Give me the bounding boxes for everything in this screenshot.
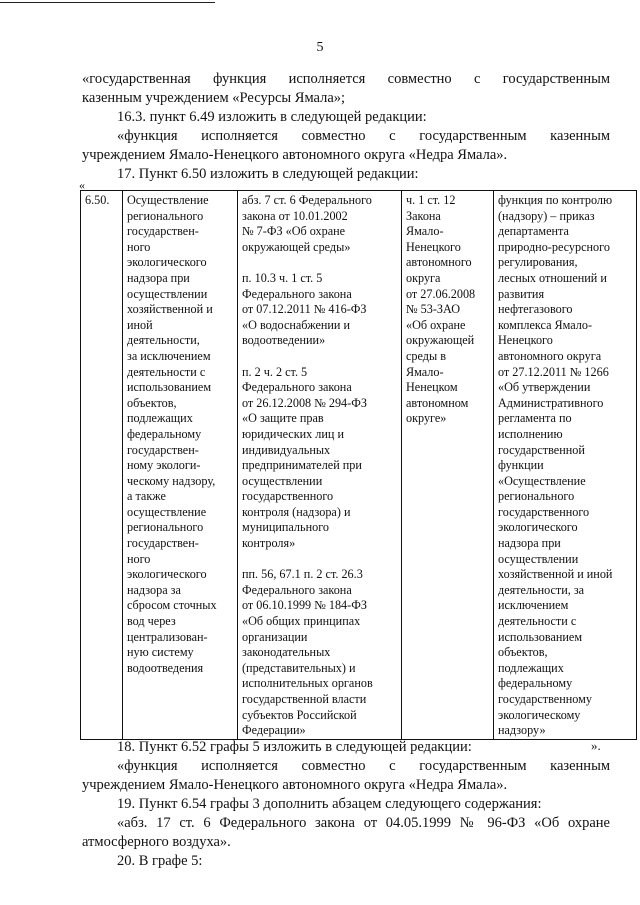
- cell-number: 6.50.: [81, 191, 123, 740]
- paragraph-20: 20. В графе 5:: [117, 853, 203, 869]
- table-close-quote: ».: [591, 738, 601, 753]
- page-number: 5: [316, 40, 324, 55]
- paragraph-1-line-2: казенным учреждением «Ресурсы Ямала»;: [82, 90, 346, 106]
- table-open-quote: «: [79, 178, 85, 192]
- paragraph-1-line-1: «государственная функция исполняется совместно с государственным: [82, 71, 610, 87]
- paragraph-16-3: 16.3. пункт 6.49 изложить в следующей редакции:: [117, 109, 427, 125]
- federal-law-item: п. 10.3 ч. 1 ст. 5 Федерального закона от 07.12.2011 № 416-ФЗ «О водоснабжении и водоотведении»: [242, 270, 367, 348]
- cell-federal-laws: [238, 191, 402, 740]
- paragraph-19: 19. Пункт 6.54 графы 3 дополнить абзацем следующего содержания:: [117, 796, 542, 812]
- cell-regional-law: ч. 1 ст. 12 Закона Ямало- Ненецкого автономного округа от 27.06.2008 № 53-ЗАО «Об охране окружающей среды в Ямало- Ненецком автономном округе»: [402, 191, 494, 740]
- federal-law-item: абз. 7 ст. 6 Федерального закона от 10.01.2002 № 7-ФЗ «Об охране окружающей среды»: [242, 193, 372, 254]
- paragraph-18: 18. Пункт 6.52 графы 5 изложить в следующей редакции:: [117, 739, 472, 755]
- table-row: [81, 191, 637, 740]
- paragraph-6-line-1: «функция исполняется совместно с государственным казенным: [117, 758, 610, 774]
- federal-law-item: пп. 56, 67.1 п. 2 ст. 26.3 Федерального закона от 06.10.1999 № 184-ФЗ «Об общих принципах организации законодательных (представительных) и исполнительных органов государственной власти субъектов Российской Федерации»: [242, 567, 373, 738]
- paragraph-8-line-2: атмосферного воздуха».: [82, 834, 231, 850]
- paragraph-3-line-1: «функция исполняется совместно с государственным казенным: [117, 128, 610, 144]
- paragraph-8-line-1: «абз. 17 ст. 6 Федерального закона от 04.05.1999 № 96-ФЗ «Об охране: [117, 815, 610, 831]
- cell-function-name: Осуществление регионального государствен- ного экологического надзора при осуществлении хозяйственной и иной деятельности, за исключением деятельности с использованием объектов, подлежащих федеральному государствен- ному экологи- ческому надзору, а также осуществление регионального государствен- ного экологического надзора за сбросом сточных вод через централизован- ную систему водоотведения: [123, 191, 238, 740]
- paragraph-3-line-2: учреждением Ямало-Ненецкого автономного округа «Недра Ямала».: [82, 147, 508, 163]
- paragraph-6-line-2: учреждением Ямало-Ненецкого автономного округа «Недра Ямала».: [82, 777, 508, 793]
- paragraph-17: 17. Пункт 6.50 изложить в следующей редакции:: [117, 166, 419, 182]
- federal-law-item: п. 2 ч. 2 ст. 5 Федерального закона от 26.12.2008 № 294-ФЗ «О защите прав юридических лиц и индивидуальных предпринимателей при осуществлении государственного контроля (надзора) и муниципального контроля»: [242, 364, 367, 551]
- header-rule: [0, 2, 215, 3]
- amendment-table: [80, 190, 637, 740]
- cell-regulation: функция по контролю (надзору) – приказ департамента природно-ресурсного регулирования, лесных отношений и развития нефтегазового комплекса Ямало- Ненецкого автономного округа от 27.12.2011 № 1266 «Об утверждении Административного регламента по исполнению государственной функции «Осуществление регионального государственного экологического надзора при осуществлении хозяйственной и иной деятельности, за исключением деятельности с использованием объектов, подлежащих федеральному государственному экологическому надзору»: [494, 191, 637, 740]
